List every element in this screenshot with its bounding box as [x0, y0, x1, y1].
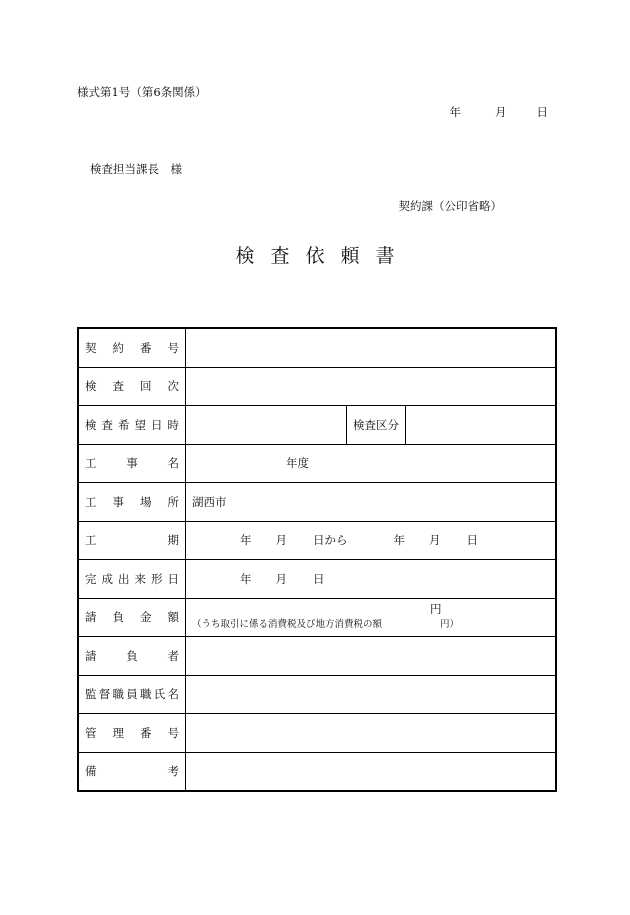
label-char: 番	[140, 725, 152, 740]
tax-unit: 円）	[440, 619, 460, 631]
period-start-day: 日から	[313, 533, 348, 548]
label-char: 者	[167, 648, 179, 663]
row-value: 年度	[286, 456, 309, 471]
form-row	[78, 328, 556, 367]
row-label	[78, 483, 186, 522]
form-row	[78, 406, 556, 445]
row-label	[78, 367, 186, 406]
desired-datetime-field[interactable]	[186, 406, 346, 444]
label-char: 請	[85, 610, 97, 625]
period-start-month: 月	[275, 533, 287, 548]
label-char: 査	[101, 417, 113, 432]
label-char: 所	[167, 494, 179, 509]
period-end-day: 日	[466, 533, 478, 548]
label-char: 希	[118, 417, 130, 432]
label-char: 形	[151, 571, 163, 586]
label-char: 氏	[153, 687, 166, 702]
form-row	[78, 752, 556, 791]
label-char: 日	[167, 571, 179, 586]
period-end-month: 月	[429, 533, 441, 548]
form-row	[78, 367, 556, 406]
form-row	[78, 444, 556, 483]
label-char: 期	[167, 533, 179, 548]
row-value-field[interactable]	[186, 328, 557, 367]
form-row	[78, 637, 556, 676]
completion-day: 日	[313, 571, 325, 586]
row-label	[78, 406, 186, 445]
label-char: 事	[112, 494, 124, 509]
inspection-category-field[interactable]	[406, 406, 555, 444]
row-label	[78, 444, 186, 483]
row-value-field[interactable]	[186, 367, 557, 406]
label-char: 工	[85, 456, 97, 471]
label-char: 成	[101, 571, 113, 586]
document-title: 検査依頼書	[235, 245, 411, 267]
form-row	[78, 483, 556, 522]
label-char: 工	[85, 533, 97, 548]
form-row	[78, 598, 556, 637]
label-char: 検	[85, 417, 97, 432]
row-value-field[interactable]	[186, 752, 557, 791]
inspection-form-table	[77, 327, 557, 792]
label-char: 次	[167, 379, 179, 394]
row-value-field[interactable]	[186, 637, 557, 676]
label-char: 来	[134, 571, 146, 586]
label-char: 名	[167, 456, 179, 471]
row-label	[78, 675, 186, 714]
label-char: 員	[126, 687, 138, 702]
label-char: 額	[167, 610, 179, 625]
addressee: 検査担当課長 様	[90, 162, 182, 176]
row-value-field[interactable]	[186, 598, 557, 637]
completion-year: 年	[240, 571, 252, 586]
label-char: 契	[85, 340, 97, 355]
label-char: 時	[167, 417, 179, 432]
label-char: 検	[85, 379, 97, 394]
row-label	[78, 714, 186, 753]
row-value: 湖西市	[192, 494, 227, 509]
label-char: 出	[118, 571, 130, 586]
label-char: 負	[112, 610, 124, 625]
label-char: 日	[151, 417, 163, 432]
row-value-field[interactable]	[186, 444, 557, 483]
row-value-field[interactable]	[186, 483, 557, 522]
label-char: 事	[126, 456, 138, 471]
label-char: 査	[112, 379, 124, 394]
label-char: 号	[167, 340, 179, 355]
label-char: 負	[126, 648, 138, 663]
label-char: 名	[167, 687, 179, 702]
row-label	[78, 328, 186, 367]
row-label	[78, 637, 186, 676]
form-row	[78, 675, 556, 714]
date-day: 日	[536, 105, 548, 119]
completion-month: 月	[275, 571, 287, 586]
period-end-year: 年	[393, 533, 405, 548]
row-value-field[interactable]	[186, 406, 557, 445]
label-char: 職	[112, 687, 124, 702]
label-char: 工	[85, 494, 97, 509]
label-char: 完	[85, 571, 97, 586]
label-char: 備	[85, 764, 97, 779]
form-row	[78, 714, 556, 753]
row-label	[78, 598, 186, 637]
sender: 契約課（公印省略）	[398, 199, 502, 213]
label-char: 考	[167, 764, 179, 779]
label-char: 番	[140, 340, 152, 355]
row-value-field[interactable]	[186, 521, 557, 560]
date-year: 年	[449, 105, 461, 119]
label-char: 号	[167, 725, 179, 740]
tax-note: （うち取引に係る消費税及び地方消費税の額	[192, 619, 383, 631]
row-label	[78, 521, 186, 560]
label-char: 場	[140, 494, 152, 509]
row-value-field[interactable]	[186, 675, 557, 714]
form-row	[78, 521, 556, 560]
inspection-category-label: 検査区分	[353, 417, 399, 432]
date-month: 月	[495, 105, 507, 119]
label-char: 職	[140, 687, 152, 702]
label-char: 監	[85, 687, 97, 702]
form-number: 様式第1号（第6条関係）	[77, 85, 207, 99]
form-row	[78, 560, 556, 599]
period-start-year: 年	[240, 533, 252, 548]
label-char: 管	[85, 725, 97, 740]
label-char: 理	[112, 725, 124, 740]
label-char: 請	[85, 648, 97, 663]
row-value-field[interactable]	[186, 560, 557, 599]
label-char: 回	[140, 379, 152, 394]
label-char: 望	[134, 417, 146, 432]
row-value-field[interactable]	[186, 714, 557, 753]
date-line	[450, 104, 549, 120]
row-label	[78, 752, 186, 791]
row-label	[78, 560, 186, 599]
label-char: 督	[98, 687, 111, 702]
label-char: 金	[140, 610, 152, 625]
label-char: 約	[112, 340, 124, 355]
amount-unit: 円	[430, 602, 442, 617]
